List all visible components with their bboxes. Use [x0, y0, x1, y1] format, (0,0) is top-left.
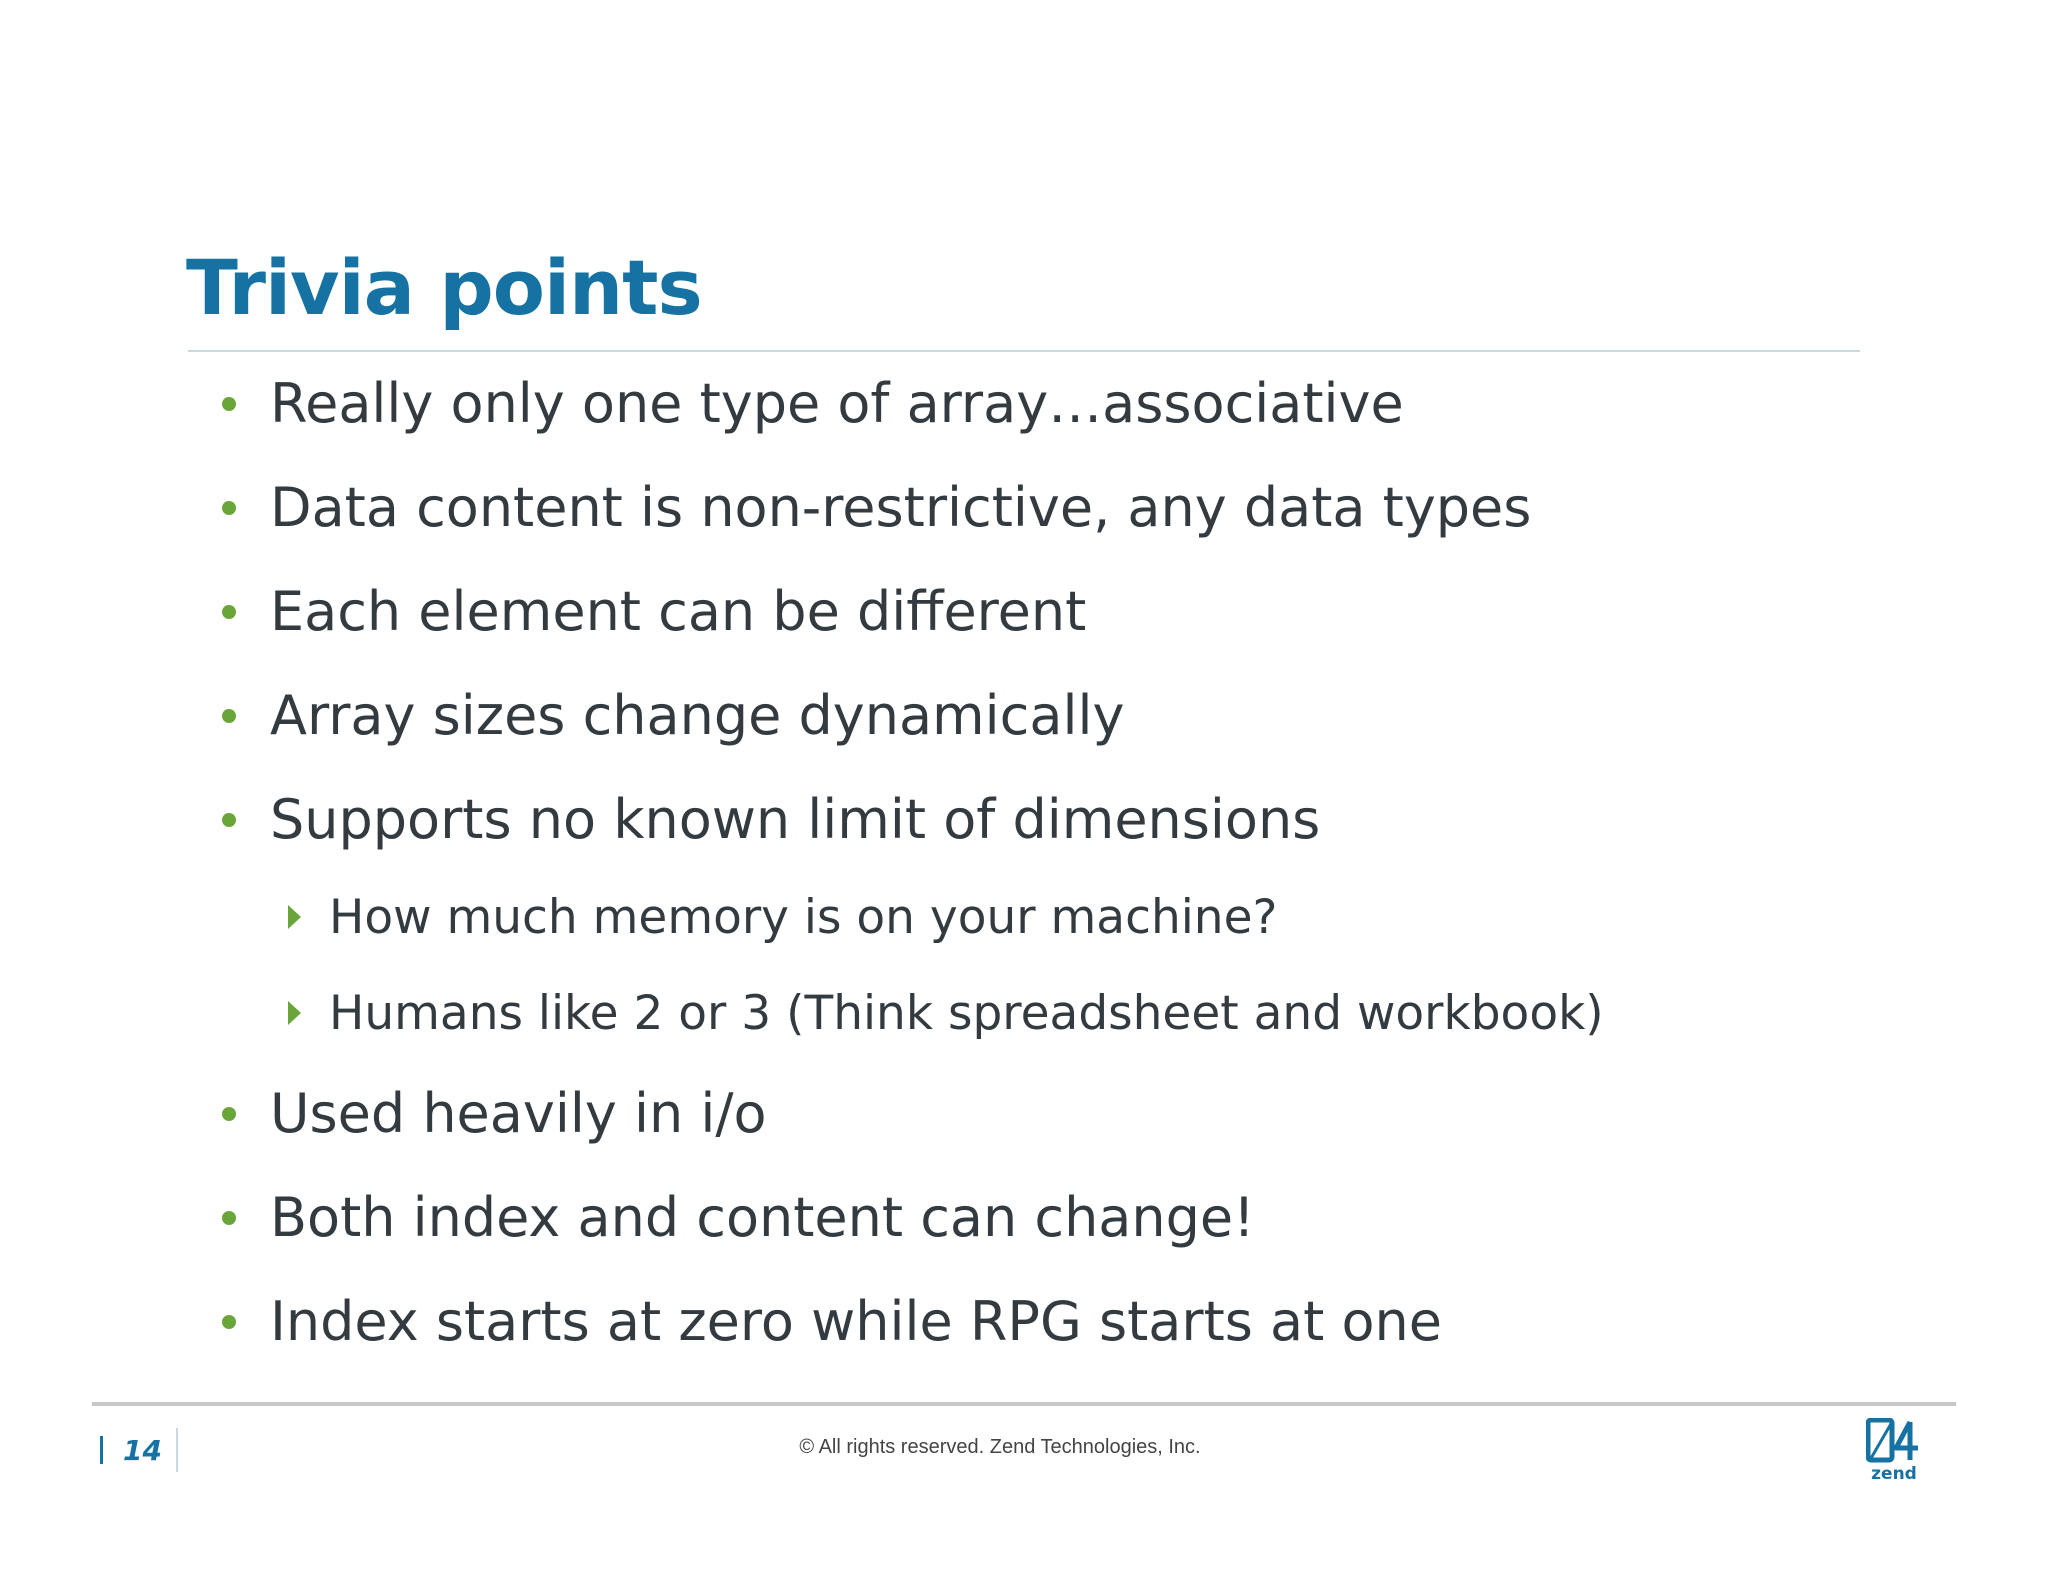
triangle-right-icon: [288, 905, 301, 929]
triangle-right-icon: [288, 1001, 301, 1025]
copyright-notice: © All rights reserved. Zend Technologies, Inc.: [799, 1436, 1201, 1458]
bullet-text: Both index and content can change!: [270, 1186, 1255, 1249]
footer-divider: [92, 1402, 1956, 1406]
bullet-text: Index starts at zero while RPG starts at one: [270, 1290, 1442, 1353]
sub-bullet-item: [288, 882, 1277, 952]
bullet-dot-icon: [222, 1107, 236, 1121]
bullet-dot-icon: [222, 709, 236, 723]
bullet-item: [222, 468, 1531, 548]
bullet-item: [222, 1178, 1255, 1258]
bullet-dot-icon: [222, 397, 236, 411]
bullet-dot-icon: [222, 501, 236, 515]
sub-bullet-text: Humans like 2 or 3 (Think spreadsheet and workbook): [329, 985, 1604, 1041]
title-divider: [188, 350, 1860, 352]
svg-text:zend: zend: [1871, 1464, 1917, 1482]
bullet-dot-icon: [222, 1211, 236, 1225]
bullet-text: Used heavily in i/o: [270, 1082, 767, 1145]
bullet-item: [222, 676, 1124, 756]
bullet-text: Really only one type of array…associative: [270, 372, 1404, 435]
sub-bullet-text: How much memory is on your machine?: [329, 889, 1278, 945]
bullet-item: [222, 364, 1404, 444]
bullet-item: [222, 780, 1320, 860]
sub-bullet-item: [288, 978, 1604, 1048]
bullet-item: [222, 572, 1086, 652]
bullet-dot-icon: [222, 1315, 236, 1329]
bullet-dot-icon: [222, 605, 236, 619]
bullet-text: Data content is non-restrictive, any data types: [270, 476, 1532, 539]
bullet-dot-icon: [222, 813, 236, 827]
bullet-text: Supports no known limit of dimensions: [270, 788, 1321, 851]
bullet-item: [222, 1282, 1442, 1362]
bullet-text: Each element can be different: [270, 580, 1087, 643]
page-number-text: 14: [123, 1433, 162, 1467]
zend-logo-icon: [1866, 1418, 1922, 1482]
bullet-item: [222, 1074, 767, 1154]
slide-title: Trivia points: [186, 243, 702, 332]
bullet-text: Array sizes change dynamically: [270, 684, 1125, 747]
